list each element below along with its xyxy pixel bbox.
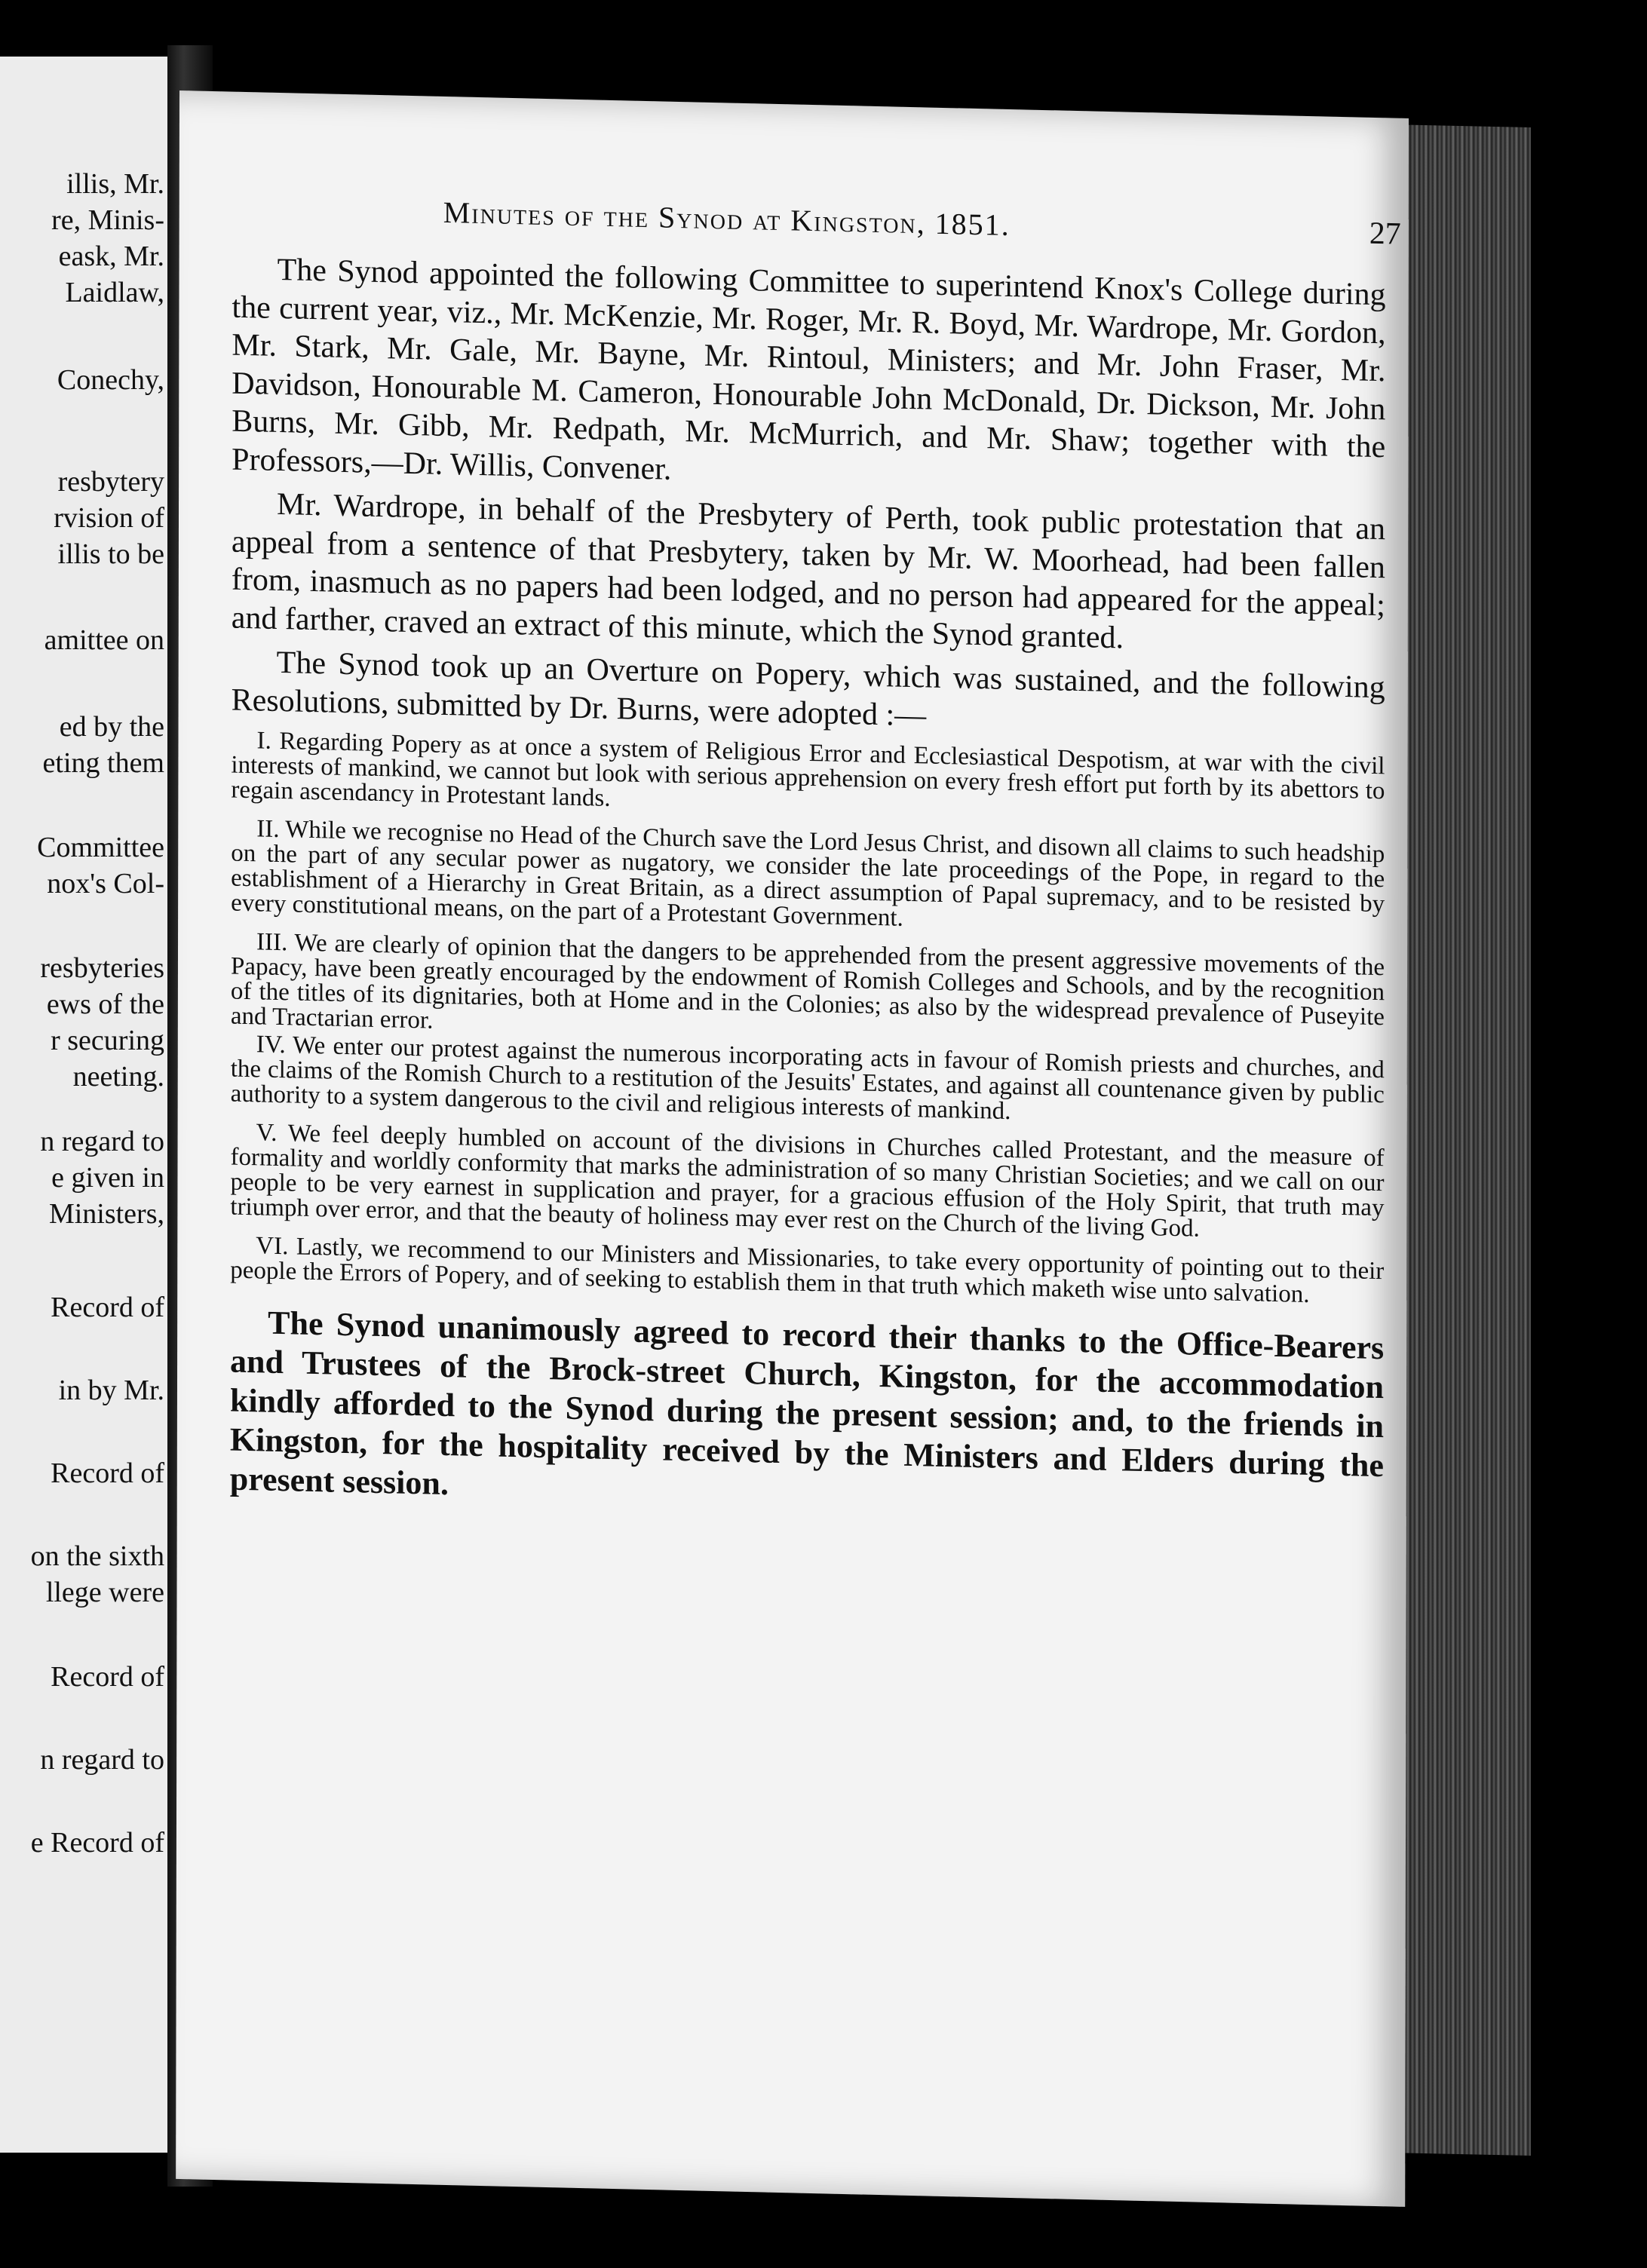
left-line: Ministers, bbox=[48, 1198, 164, 1230]
main-page bbox=[176, 90, 1409, 2207]
left-line: resbyteries bbox=[40, 952, 164, 984]
left-line: n regard to bbox=[40, 1744, 164, 1776]
resolution-5: V. We feel deeply humbled on account of the divisions in Churches called Protestant, and the measure of formality and worldly conformity that marks the administration of so many Christian Societies; and we call on our people to be very earnest in supplication and prayer, for a gracious effusion of the Holy Spirit, that truth may triumph over error, and that the beauty of holiness may ever rest on the Church of the living God. bbox=[230, 1119, 1385, 1243]
left-line: in by Mr. bbox=[58, 1375, 164, 1406]
left-line: e Record of bbox=[30, 1827, 164, 1859]
paragraph-committee: The Synod appointed the following Committee to superintend Knox's College during the current year, viz., Mr. McKenzie, Mr. Roger, Mr. R. Boyd, Mr. Wardrope, Mr. Gordon, Mr. Stark, Mr. Gale, Mr. Bayne, Mr. Rintoul, Ministers; and Mr. John Fraser, Mr. Davidson, Honourable M. Cameron, Honourable John McDonald, Dr. Dickson, Mr. John Burns, Mr. Gibb, Mr. Redpath, Mr. McMurrich, and Mr. Shaw; together with the Professors,—Dr. Willis, Convener. bbox=[232, 252, 1386, 487]
paragraph-closing: The Synod unanimously agreed to record their thanks to the Office-Bearers and Trustees of the Brock-street Church, Kingston, for the accommodation kindly afforded to the Synod during the present session; and, to the friends in Kingston, for the hospitality received by the Ministers and Elders during the present session. bbox=[229, 1304, 1385, 1503]
left-line: illis to be bbox=[57, 538, 164, 570]
left-page-fragment bbox=[0, 57, 172, 2153]
left-line: eask, Mr. bbox=[58, 241, 164, 272]
left-line: amittee on bbox=[44, 624, 164, 656]
left-line: e given in bbox=[51, 1162, 164, 1194]
resolution-4: IV. We enter our protest against the numerous incorporating acts in favour of Romish priests and churches, and the claims of the Romish Church to a restitution of the Jesuits' Estates, and against all countenance given by public authority to a system dangerous to the civil and religious interests of mankind. bbox=[230, 1031, 1385, 1126]
page-number: 27 bbox=[1369, 216, 1401, 252]
left-line: Record of bbox=[51, 1661, 164, 1693]
left-line: re, Minis- bbox=[51, 204, 164, 236]
paragraph-wardrope: Mr. Wardrope, in behalf of the Presbytery of Perth, took public protestation that an appeal from a sentence of that Presbytery, taken by Mr. W. Moorhead, had been fallen from, inasmuch as no papers had been lodged, and no person had appeared for the appeal; and farther, craved an extract of this minute, which the Synod granted. bbox=[231, 486, 1386, 655]
left-line: rvision of bbox=[54, 502, 164, 534]
left-line: llege were bbox=[45, 1577, 164, 1608]
left-line: resbytery bbox=[57, 466, 164, 498]
left-line: Record of bbox=[51, 1457, 164, 1489]
body-text bbox=[230, 250, 1386, 1558]
left-line: r securing bbox=[51, 1025, 164, 1056]
resolution-3: III. We are clearly of opinion that the dangers to be apprehended from the present aggressive movements of the Papacy, have been greatly encouraged by the endowment of Romish Colleges and Schools, and by the recognition of the titles of its dignitaries, both at Home and in the Colonies; as also by the widespread prevalence of Puseyite and Tractarian error. bbox=[230, 928, 1385, 1034]
paragraph-overture: The Synod took up an Overture on Popery, which was sustained, and the following Resolutions, submitted by Dr. Burns, were adopted :— bbox=[231, 645, 1385, 733]
page-edges bbox=[1388, 124, 1531, 2156]
left-line: Conechy, bbox=[57, 364, 164, 396]
resolution-1: I. Regarding Popery as at once a system of Religious Error and Ecclesiastical Despotism, at war with the civil interests of mankind, we cannot but look with serious apprehension on every fresh effort put forth by its abettors to regain ascendancy in Protestant lands. bbox=[231, 727, 1385, 812]
left-line: illis, Mr. bbox=[66, 168, 164, 200]
left-line: eting them bbox=[42, 747, 164, 779]
running-title: Minutes of the Synod at Kingston, 1851. bbox=[443, 195, 1011, 242]
left-line: nox's Col- bbox=[47, 868, 164, 900]
left-line: on the sixth bbox=[30, 1540, 164, 1572]
left-line: Committee bbox=[37, 832, 164, 863]
left-line: ews of the bbox=[46, 988, 164, 1020]
left-line: Record of bbox=[51, 1292, 164, 1323]
resolution-6: VI. Lastly, we recommend to our Ministers and Missionaries, to take every opportunity of pointing out to their people the Errors of Popery, and of seeking to establish them in that truth which maketh wise unto salvation. bbox=[230, 1232, 1385, 1309]
left-line: n regard to bbox=[40, 1126, 164, 1157]
page-header bbox=[232, 190, 1401, 262]
resolution-2: II. While we recognise no Head of the Church save the Lord Jesus Christ, and disown all claims to such headship on the part of any secular power as nugatory, we consider the late proceedings of the Pope, in regard to the establishment of a Hierarchy in Great Britain, as a direct assumption of Papal supremacy, and to be resisted by every constitutional means, on the part of a Protestant Government. bbox=[231, 815, 1385, 932]
page-content bbox=[229, 92, 1401, 1503]
left-line: neeting. bbox=[72, 1061, 164, 1093]
left-line: ed by the bbox=[59, 711, 164, 743]
left-line: Laidlaw, bbox=[65, 277, 164, 308]
